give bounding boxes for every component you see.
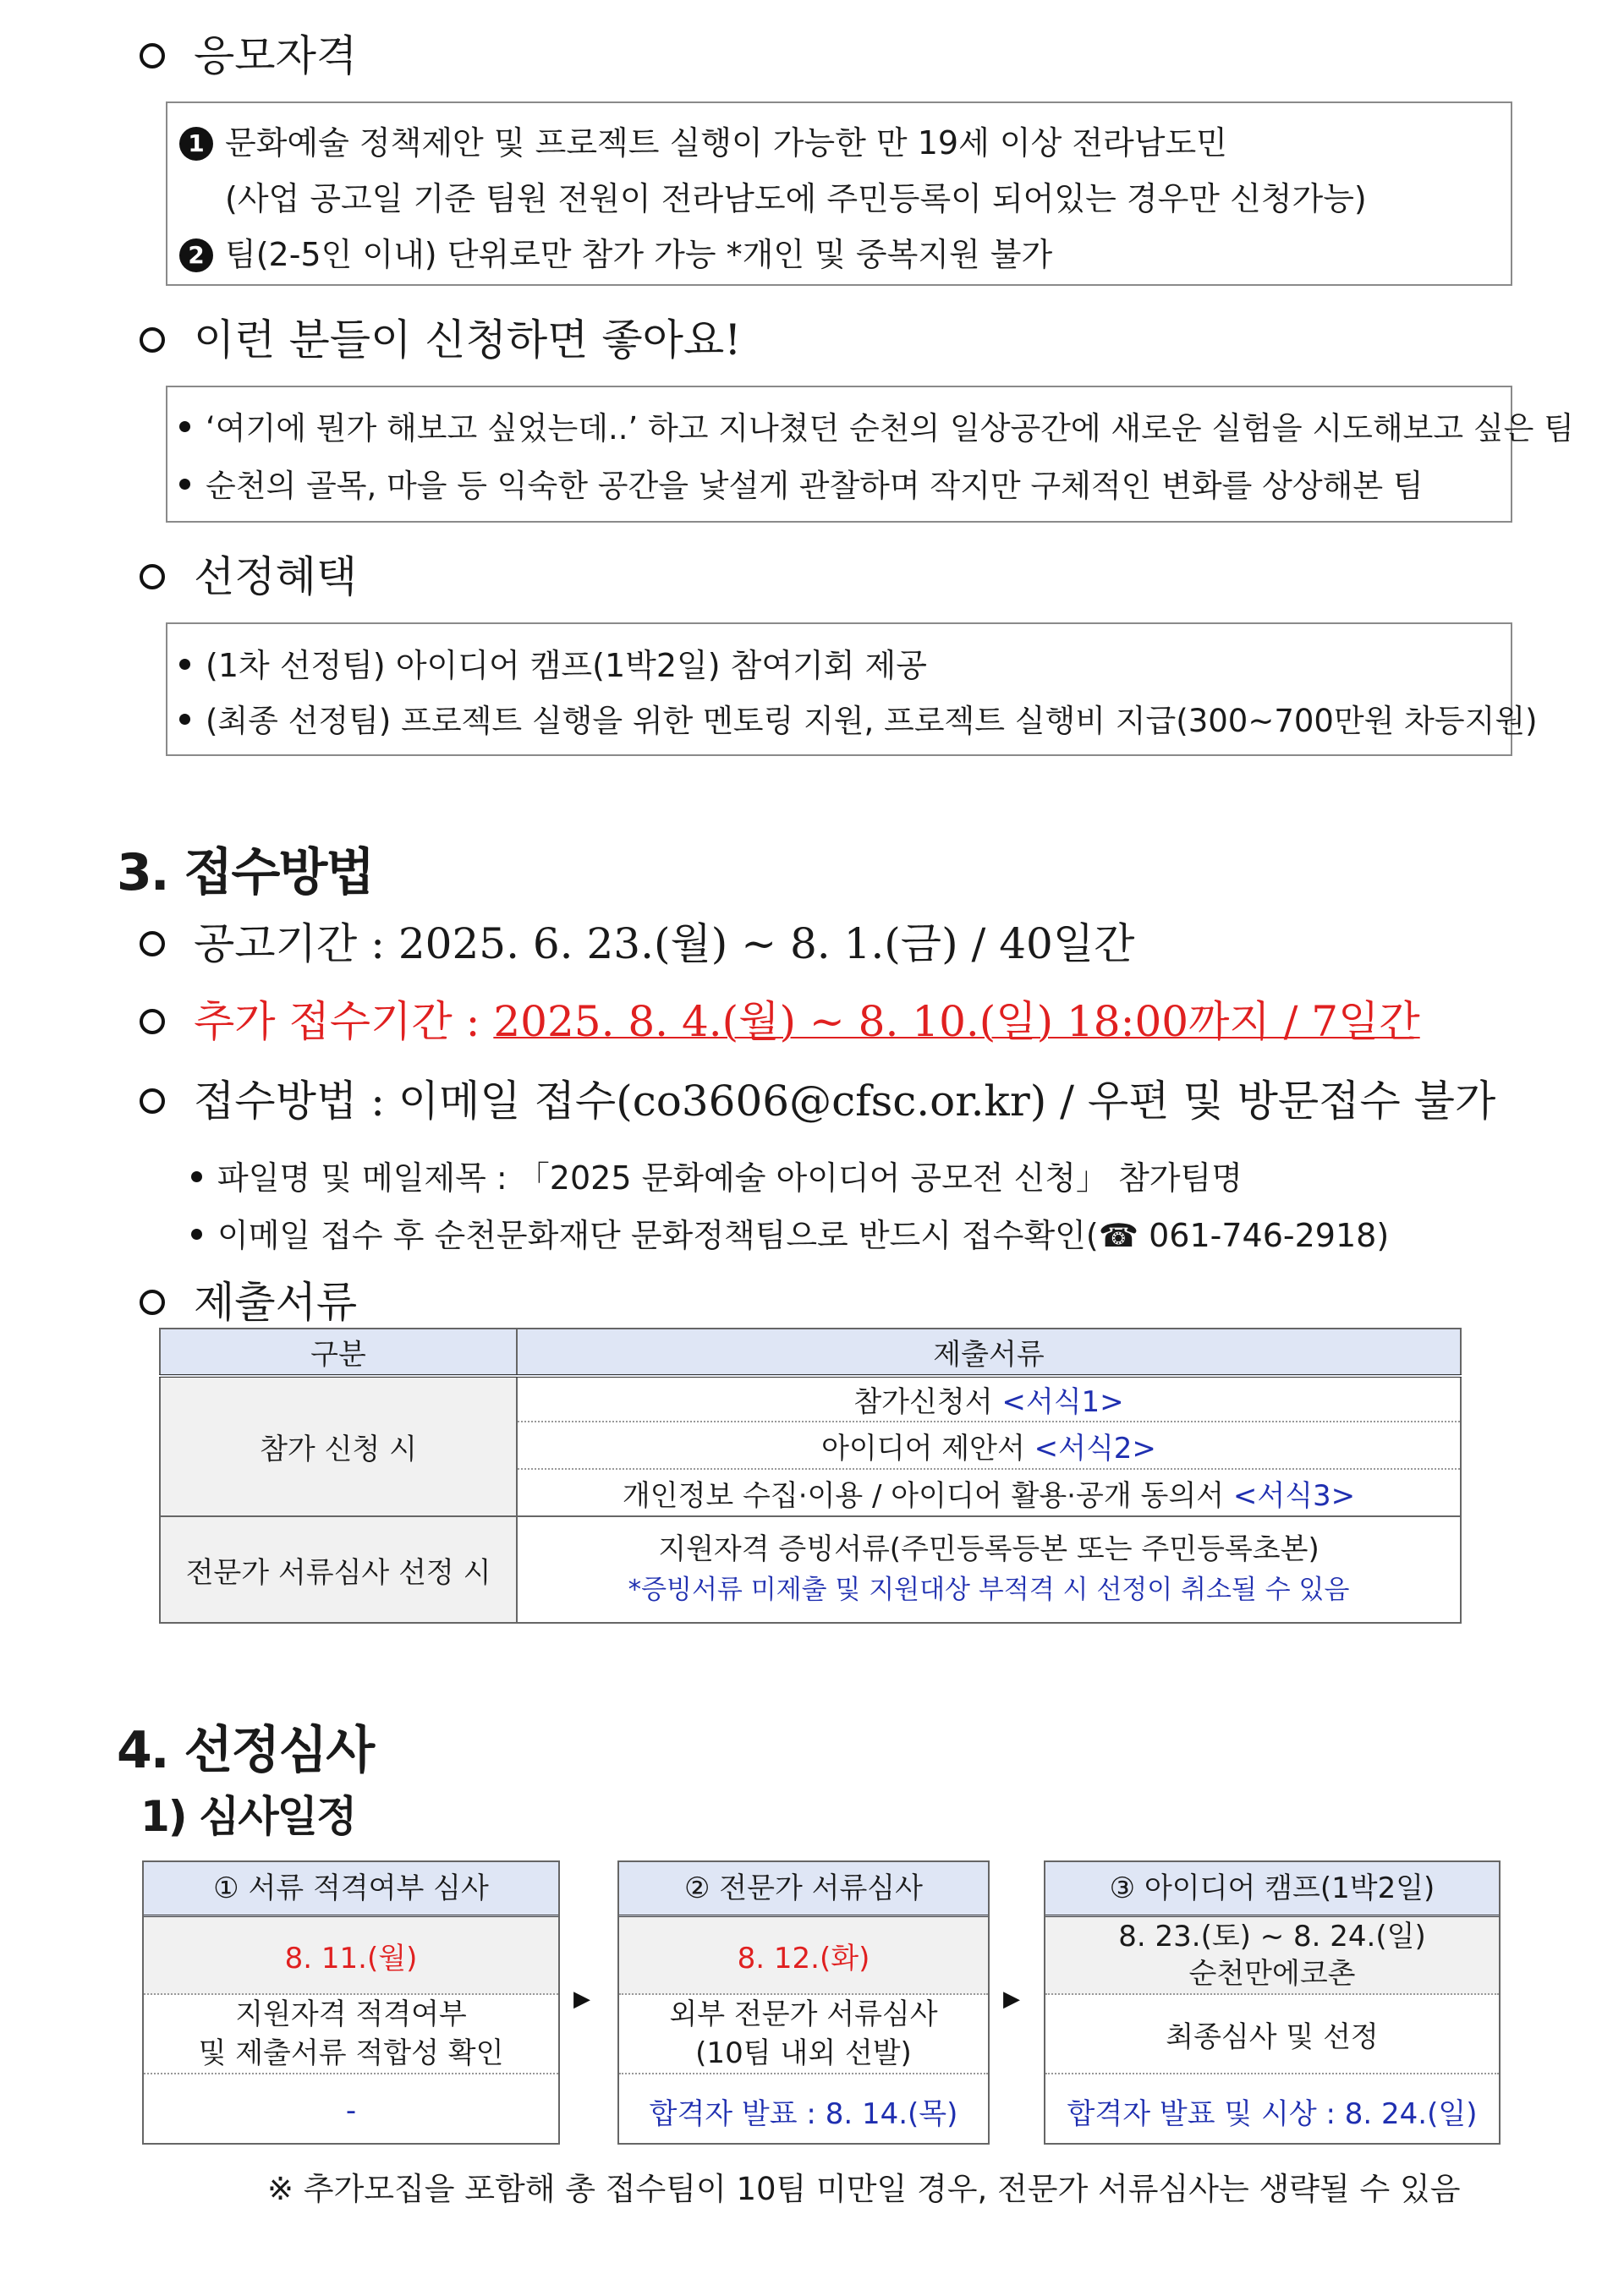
schedule-step-date: 8. 11.(월) xyxy=(144,1917,558,1995)
arrow-right-icon: ▶ xyxy=(1003,1986,1020,2012)
circle-bullet-icon xyxy=(140,931,165,956)
schedule-step-head: ③ 아이디어 캠프(1박2일) xyxy=(1045,1862,1499,1917)
benefit-item: (1차 선정팀) 아이디어 캠프(1박2일) 참여기회 제공 xyxy=(179,639,927,686)
dot-bullet-icon xyxy=(191,1229,202,1240)
schedule-step-1 xyxy=(142,1860,560,2145)
dot-bullet-icon xyxy=(179,659,190,670)
schedule-step-head: ① 서류 적격여부 심사 xyxy=(144,1862,558,1917)
circle-bullet-icon xyxy=(140,43,165,68)
circle-bullet-icon xyxy=(140,327,165,353)
announcement-period: 공고기간 : 2025. 6. 23.(월) ~ 8. 1.(금) / 40일간 xyxy=(140,910,1134,971)
schedule-step-desc: 지원자격 적격여부 및 제출서류 적합성 확인 xyxy=(144,1995,558,2074)
schedule-step-date: 8. 23.(토) ~ 8. 24.(일) 순천만에코촌 xyxy=(1045,1917,1499,1995)
dot-bullet-icon xyxy=(191,1171,202,1182)
recommend-item: ‘여기에 뭔가 해보고 싶었는데..’ 하고 지나쳤던 순천의 일상공간에 새로운 실험을 시도해보고 싶은 팀 xyxy=(179,403,1574,448)
circle-bullet-icon xyxy=(140,1088,165,1114)
table-row: 아이디어 제안서 <서식2> xyxy=(517,1422,1461,1469)
schedule-step-result: - xyxy=(345,2094,357,2128)
benefit-heading: 선정혜택 xyxy=(140,543,357,604)
benefit-item: (최종 선정팀) 프로젝트 실행을 위한 멘토링 지원, 프로젝트 실행비 지급(300~700만원 차등지원) xyxy=(179,695,1538,741)
schedule-step-date: 8. 12.(화) xyxy=(619,1917,988,1995)
dot-bullet-icon xyxy=(179,714,190,725)
qualification-item-2: 2 팀(2-5인 이내) 단위로만 참가 가능 *개인 및 중복지원 불가 xyxy=(179,228,1052,275)
table-row: 지원자격 증빙서류(주민등록등본 또는 주민등록초본) *증빙서류 미제출 및 지원대상 부적격 시 선정이 취소될 수 있음 xyxy=(517,1516,1461,1623)
schedule-step-3 xyxy=(1044,1860,1501,2145)
documents-heading: 제출서류 xyxy=(140,1269,357,1329)
circle-bullet-icon xyxy=(140,1290,165,1315)
table-row: 개인정보 수집·이용 / 아이디어 활용·공개 동의서 <서식3> xyxy=(517,1469,1461,1516)
qualification-item-1: 1 문화예술 정책제안 및 프로젝트 실행이 가능한 만 19세 이상 전라남도민 xyxy=(179,117,1227,163)
schedule-step-result: 합격자 발표 및 시상 : 8. 24.(일) xyxy=(1067,2096,1478,2131)
table-header-category: 구분 xyxy=(160,1329,517,1376)
documents-table xyxy=(159,1328,1462,1624)
dot-bullet-icon xyxy=(179,421,190,432)
table-group-label: 참가 신청 시 xyxy=(160,1376,517,1516)
schedule-step-head: ② 전문가 서류심사 xyxy=(619,1862,988,1917)
circle-bullet-icon xyxy=(140,564,165,589)
method-note: 파일명 및 메일제목 : 「2025 문화예술 아이디어 공모전 신청」 참가팀명 xyxy=(191,1152,1243,1198)
number-two-badge-icon: 2 xyxy=(179,238,213,272)
circle-bullet-icon xyxy=(140,1009,165,1034)
section-4-subtitle: 1) 심사일정 xyxy=(140,1792,356,1841)
table-row: 참가신청서 <서식1> xyxy=(517,1376,1461,1422)
schedule-step-2 xyxy=(617,1860,990,2145)
schedule-step-result: 합격자 발표 : 8. 14.(목) xyxy=(649,2096,958,2131)
arrow-right-icon: ▶ xyxy=(573,1986,590,2012)
recommend-heading: 이런 분들이 신청하면 좋아요! xyxy=(140,306,741,367)
schedule-step-desc: 외부 전문가 서류심사 (10팀 내외 선발) xyxy=(619,1995,988,2074)
number-one-badge-icon: 1 xyxy=(179,127,213,161)
schedule-step-desc: 최종심사 및 선정 xyxy=(1045,1995,1499,2074)
extra-period: 추가 접수기간 : 2025. 8. 4.(월) ~ 8. 10.(일) 18:00까지 / 7일간 xyxy=(140,988,1420,1049)
method-note: 이메일 접수 후 순천문화재단 문화정책팀으로 반드시 접수확인(☎ 061-746-2918) xyxy=(191,1209,1389,1256)
table-header-documents: 제출서류 xyxy=(517,1329,1461,1376)
section-4-title: 4. 선정심사 xyxy=(117,1721,374,1780)
recommend-item: 순천의 골목, 마을 등 익숙한 공간을 낯설게 관찰하며 작지만 구체적인 변화를 상상해본 팀 xyxy=(179,460,1424,506)
section-3-title: 3. 접수방법 xyxy=(117,843,374,902)
qualification-heading: 응모자격 xyxy=(140,22,357,83)
table-group-label: 전문가 서류심사 선정 시 xyxy=(160,1516,517,1623)
extra-period-value: 2025. 8. 4.(월) ~ 8. 10.(일) 18:00까지 / 7일간 xyxy=(493,997,1420,1046)
table-note: *증빙서류 미제출 및 지원대상 부적격 시 선정이 취소될 수 있음 xyxy=(628,1575,1350,1605)
qualification-item-1-note: (사업 공고일 기준 팀원 전원이 전라남도에 주민등록이 되어있는 경우만 신청가능) xyxy=(225,180,1367,217)
dot-bullet-icon xyxy=(179,479,190,490)
submission-method: 접수방법 : 이메일 접수(co3606@cfsc.or.kr) / 우편 및 방문접수 불가 xyxy=(140,1067,1495,1128)
footnote: ※ 추가모집을 포함해 총 접수팀이 10팀 미만일 경우, 전문가 서류심사는 생략될 수 있음 xyxy=(267,2171,1461,2207)
